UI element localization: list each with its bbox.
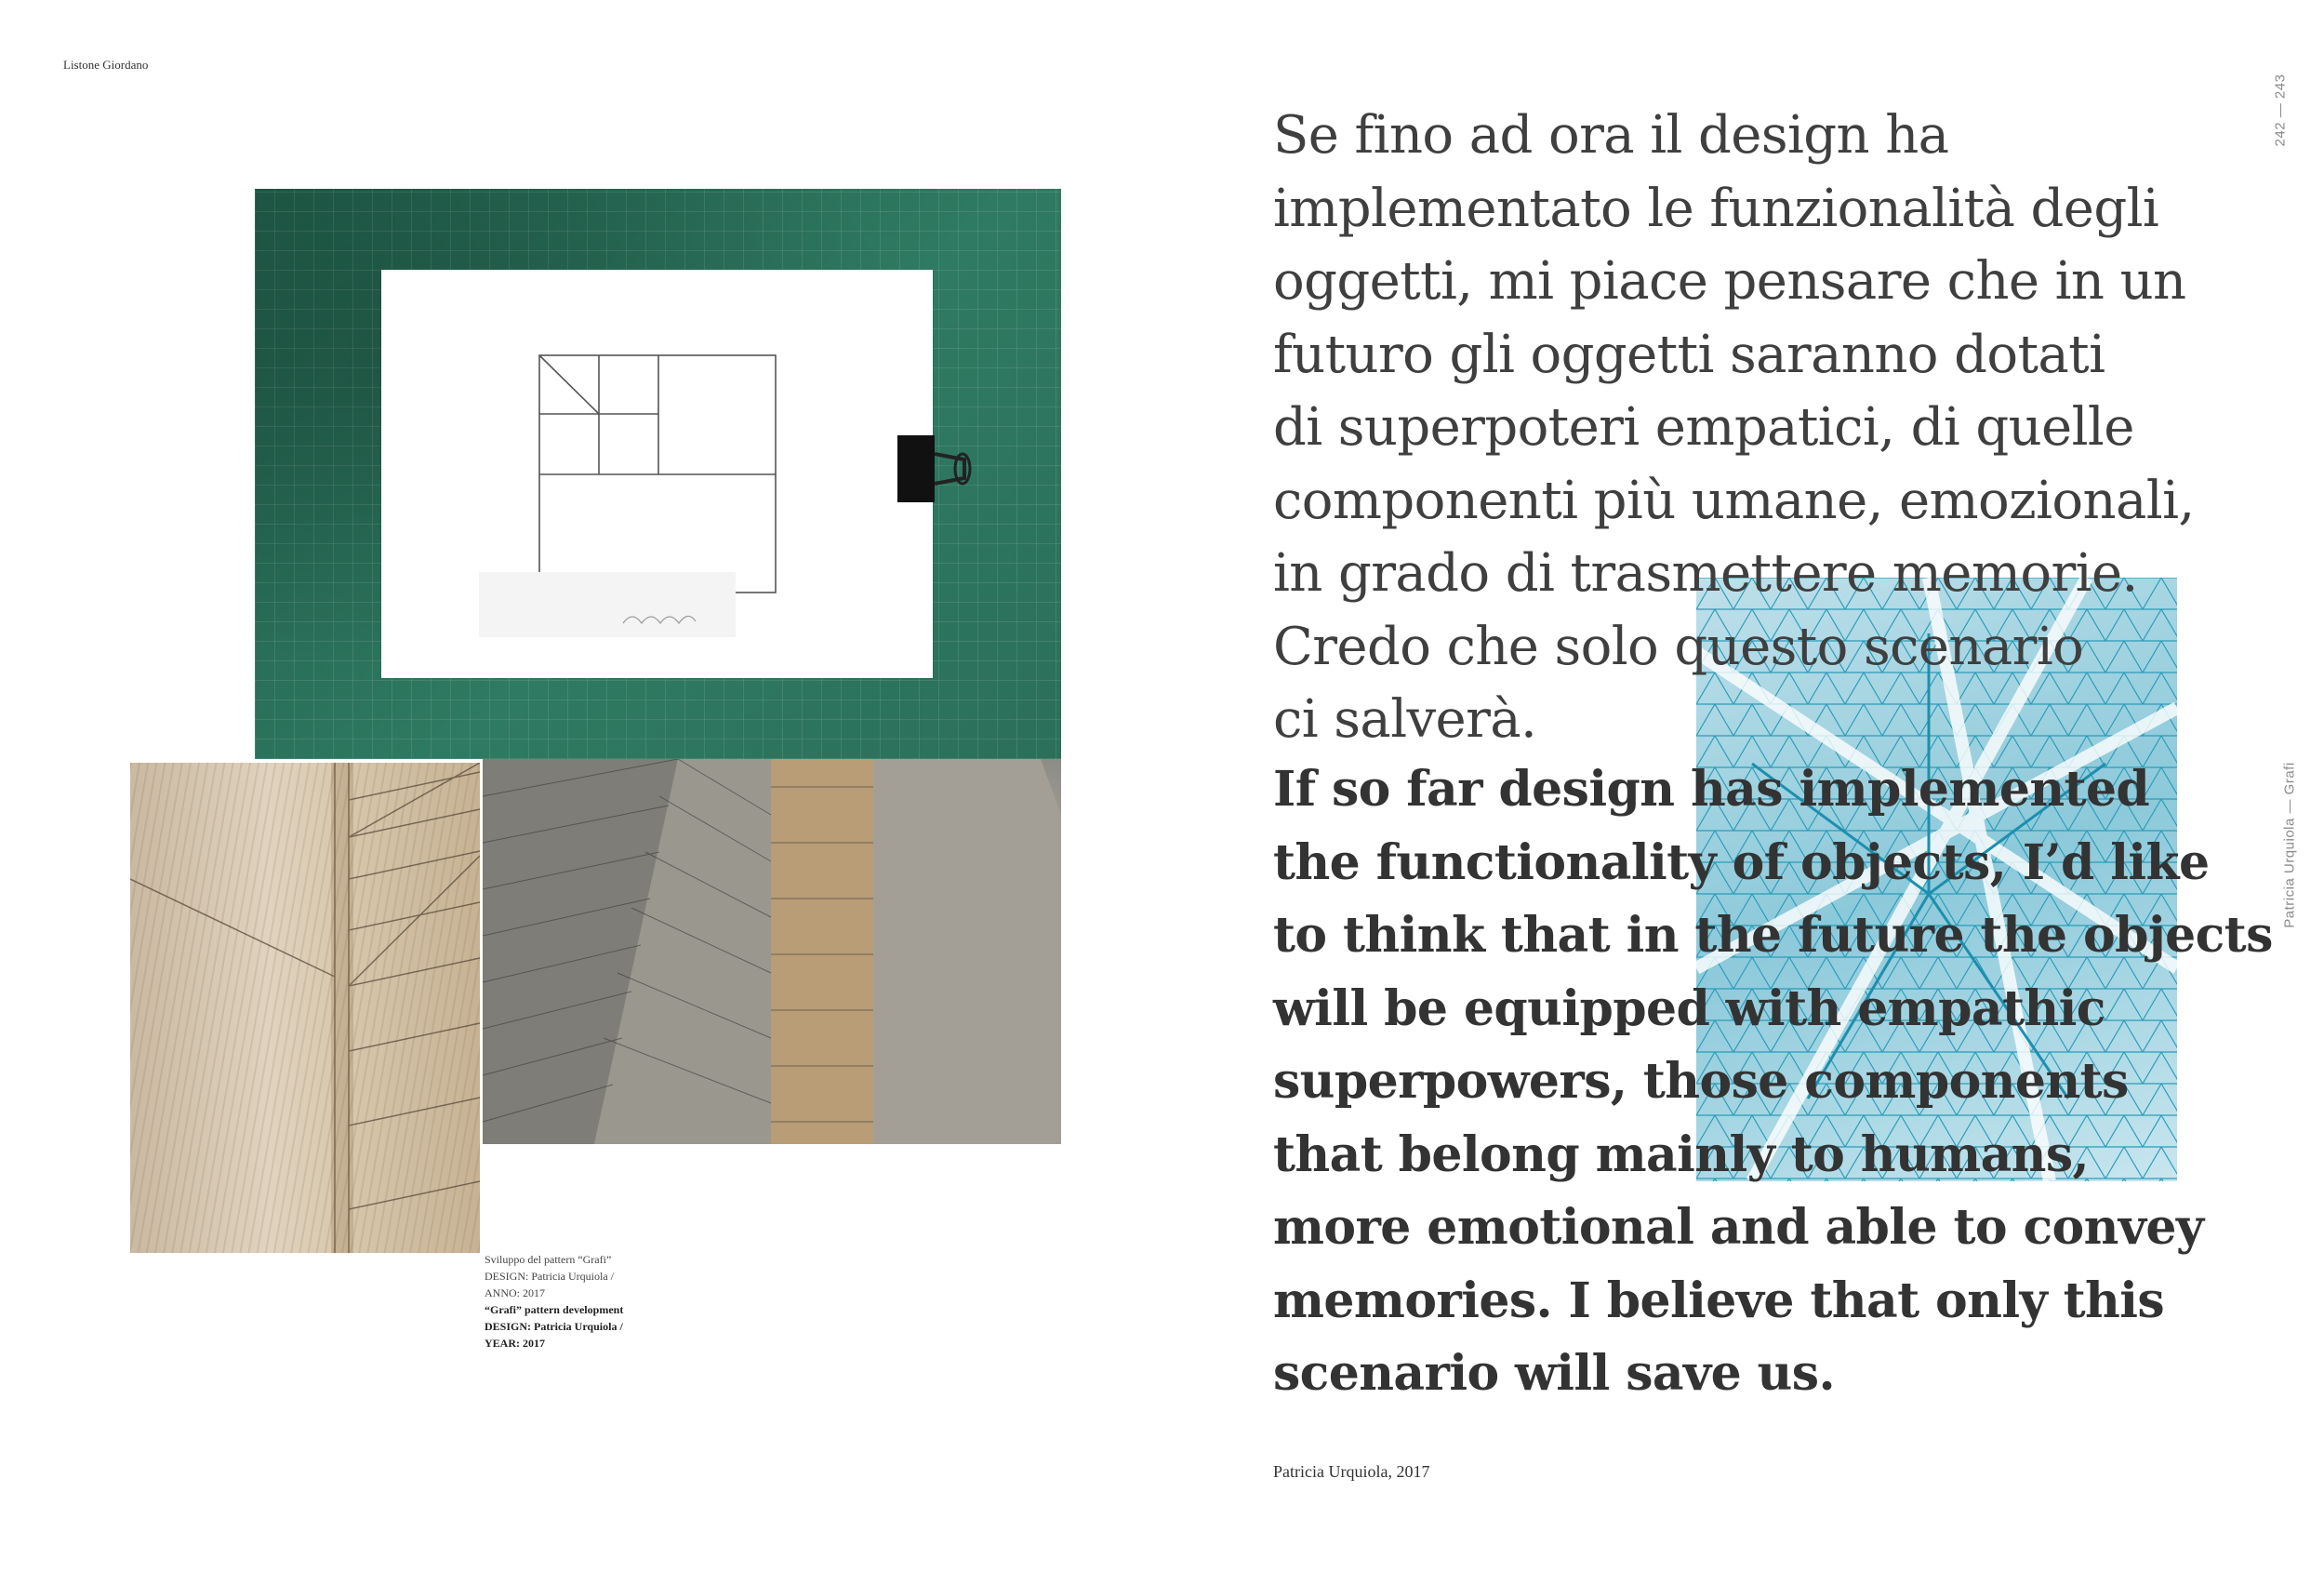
quote-it-line: implementato le funzionalità degli: [1273, 178, 2159, 239]
side-running-title: Patricia Urquiola — Grafi: [2281, 762, 2298, 928]
quote-en-line: the functionality of objects, I’d like: [1273, 833, 2210, 891]
quote-it-line: di superpoteri empatici, di quelle: [1273, 397, 2134, 458]
caption-it-title: Sviluppo del pattern “Grafi”: [485, 1253, 612, 1266]
quote-it-line: in grado di trasmettere memorie.: [1273, 543, 2138, 604]
quote-it-line: Se fino ad ora il design ha: [1273, 105, 1949, 166]
photo-caption: [485, 1251, 623, 1352]
quote-en-line: to think that in the future the objects: [1273, 907, 2273, 964]
quote-english: [1273, 753, 2273, 1411]
chevron-planks-photo: [483, 759, 1061, 1144]
wood-detail-photo: [130, 763, 480, 1253]
caption-it-year: ANNO: 2017: [485, 1286, 545, 1299]
pattern-sketch: [381, 270, 933, 678]
caption-en-design: DESIGN: Patricia Urquiola /: [485, 1320, 623, 1333]
planks-pattern: [483, 759, 1061, 1144]
binder-clip: [897, 435, 974, 502]
quote-attribution: Patricia Urquiola, 2017: [1273, 1462, 1430, 1481]
quote-it-line: ci salverà.: [1273, 689, 1537, 750]
quote-it-line: futuro gli oggetti saranno dotati: [1273, 324, 2105, 385]
quote-en-line: that belong mainly to humans,: [1273, 1125, 2090, 1183]
quote-en-line: memories. I believe that only this: [1273, 1272, 2165, 1329]
quote-en-line: more emotional and able to convey: [1273, 1199, 2204, 1256]
running-header: Listone Giordano: [63, 58, 149, 72]
caption-en-year: YEAR: 2017: [485, 1337, 545, 1350]
paper-sheet: [381, 270, 933, 678]
quote-en-line: superpowers, those components: [1273, 1053, 2129, 1110]
quote-en-line: If so far design has implemented: [1273, 761, 2150, 818]
sketch-on-cutting-mat-photo: [255, 189, 1061, 759]
caption-en-title: “Grafi” pattern development: [485, 1303, 624, 1316]
quote-it-line: componenti più umane, emozionali,: [1273, 470, 2195, 531]
page-numbers: 242 — 243: [2272, 73, 2289, 147]
quote-it-line: oggetti, mi piace pensare che in un: [1273, 251, 2186, 312]
quote-it-line: Credo che solo questo scenario: [1273, 616, 2084, 677]
wood-grain-lines: [130, 763, 480, 1253]
caption-it-design: DESIGN: Patricia Urquiola /: [485, 1270, 614, 1283]
quote-en-line: scenario will save us.: [1273, 1345, 1835, 1402]
quote-en-line: will be equipped with empathic: [1273, 979, 2105, 1037]
quote-italian: [1273, 100, 2195, 757]
